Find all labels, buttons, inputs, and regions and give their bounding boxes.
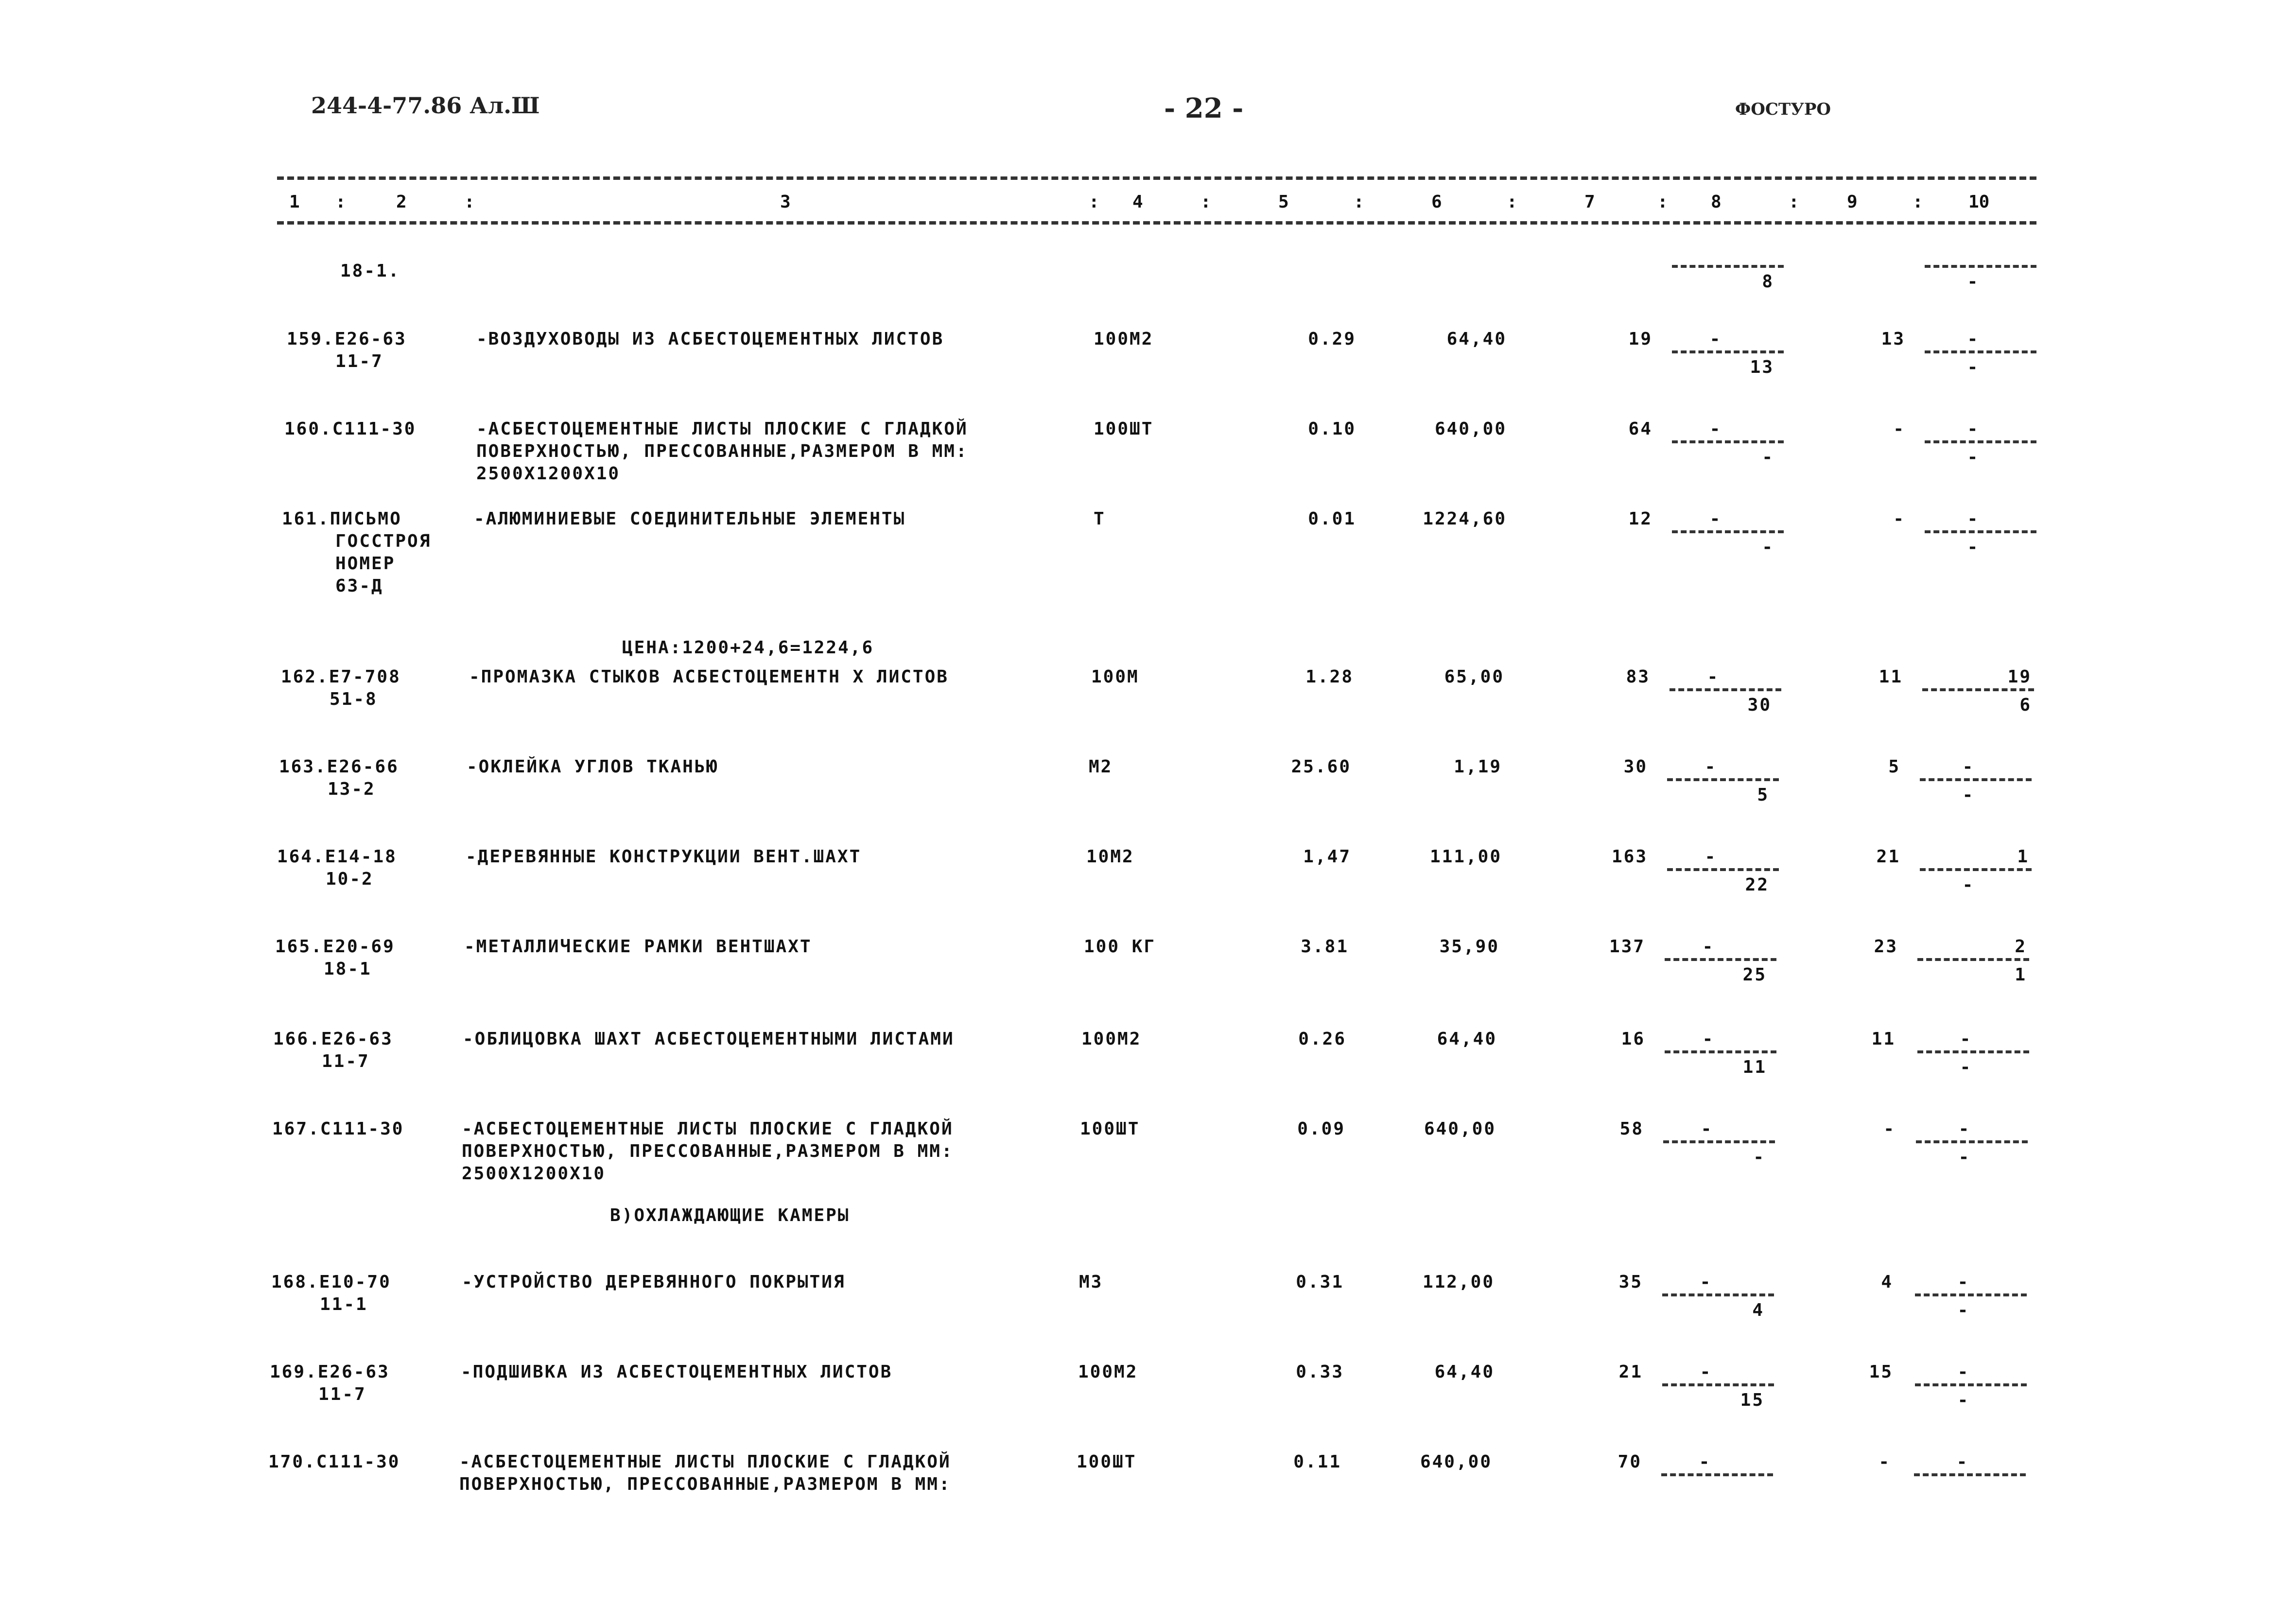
- col10-fraction-line: [1925, 350, 2036, 353]
- row-code: 164.Е14-18: [277, 847, 397, 867]
- row-code: 168.Е10-70: [271, 1272, 391, 1292]
- row-col9: 5: [1888, 757, 1900, 777]
- row-quantity: 1.28: [1305, 667, 1354, 687]
- row-code: 166.Е26-63: [273, 1029, 393, 1049]
- row-unit: 100ШТ: [1080, 1119, 1140, 1139]
- row-col10-top: -: [1956, 1452, 1969, 1472]
- row-col8-top: -: [1707, 667, 1720, 687]
- row-col8-bottom: 4: [1752, 1300, 1764, 1320]
- col10-fraction-line: [1925, 440, 2036, 443]
- row-unit-price: 640,00: [1424, 1119, 1496, 1139]
- row-col10-top: -: [1967, 419, 1980, 439]
- row-col10-bottom: -: [1967, 447, 1980, 467]
- row-unit-price: 65,00: [1444, 667, 1504, 687]
- row-col10-bottom: -: [1960, 1057, 1972, 1077]
- row-quantity: 1,47: [1303, 847, 1351, 867]
- row-unit: 100М2: [1081, 1029, 1142, 1049]
- row-col10-top: -: [1958, 1119, 1971, 1139]
- row-quantity: 0.31: [1296, 1272, 1344, 1292]
- col10-fraction-line: [1925, 530, 2036, 533]
- row-col10-top: 1: [2017, 847, 2029, 867]
- row-code: 11-7: [322, 1051, 370, 1071]
- row-col8-top: -: [1709, 509, 1722, 529]
- row-code: 169.Е26-63: [270, 1362, 390, 1382]
- row-col7: 19: [1628, 329, 1652, 349]
- col8-fraction-line: [1672, 265, 1784, 268]
- column-header-10: 6: [1431, 192, 1442, 212]
- row-description: -ПРОМАЗКА СТЫКОВ АСБЕСТОЦЕМЕНТН Х ЛИСТОВ: [469, 667, 949, 687]
- col10-fraction-line: [1915, 1383, 2027, 1386]
- row-unit-price: 640,00: [1420, 1452, 1492, 1472]
- row-col8-bottom: 25: [1742, 965, 1767, 985]
- row-col8-bottom: -: [1762, 447, 1774, 467]
- column-header-12: 7: [1584, 192, 1595, 212]
- table-top-rule: [277, 176, 2036, 180]
- row-col8-top: -: [1705, 757, 1717, 777]
- row-description: -ОБЛИЦОВКА ШАХТ АСБЕСТОЦЕМЕНТНЫМИ ЛИСТАМИ: [463, 1029, 955, 1049]
- row-col9: 11: [1871, 1029, 1896, 1049]
- row-col8-top: -: [1700, 1362, 1712, 1382]
- row-col10-top: -: [1967, 329, 1980, 349]
- row-col9: 21: [1876, 847, 1900, 867]
- row-code: 163.Е26-66: [279, 757, 399, 777]
- row-code: 11-7: [318, 1384, 366, 1404]
- row-unit-price: 1,19: [1454, 757, 1502, 777]
- row-col10-top: -: [1967, 509, 1980, 529]
- row-col10-bottom: -: [1957, 1390, 1970, 1410]
- row-col9: 15: [1869, 1362, 1893, 1382]
- column-header-9: :: [1354, 192, 1364, 212]
- row-code: 159.Е26-63: [287, 329, 407, 349]
- row-col9: 13: [1881, 329, 1905, 349]
- row-code: 18-1.: [340, 261, 400, 281]
- column-header-2: 2: [396, 192, 407, 212]
- row-unit-price: 64,40: [1437, 1029, 1497, 1049]
- row-code: 63-Д: [335, 576, 383, 596]
- row-col10-bottom: 1: [2015, 965, 2027, 985]
- column-header-7: :: [1200, 192, 1211, 212]
- row-quantity: 0.01: [1308, 509, 1356, 529]
- row-quantity: 3.81: [1301, 937, 1349, 957]
- row-col8-top: -: [1701, 1119, 1713, 1139]
- column-header-17: :: [1913, 192, 1923, 212]
- row-col9: -: [1893, 509, 1905, 529]
- row-code: ГОССТРОЯ: [335, 531, 432, 551]
- row-col9: 11: [1879, 667, 1903, 687]
- row-col8-bottom: 22: [1745, 875, 1769, 895]
- row-col10-bottom: -: [1962, 785, 1975, 805]
- row-col9: -: [1893, 419, 1905, 439]
- row-unit: 100М2: [1094, 329, 1154, 349]
- row-col8-top: -: [1702, 937, 1715, 957]
- row-col10-top: -: [1957, 1362, 1970, 1382]
- row-description: -АЛЮМИНИЕВЫЕ СОЕДИНИТЕЛЬНЫЕ ЭЛЕМЕНТЫ: [474, 509, 906, 529]
- row-col7: 70: [1618, 1452, 1642, 1472]
- row-code: 13-2: [328, 779, 376, 799]
- row-code: 162.Е7-708: [281, 667, 401, 687]
- row-col8-bottom: -: [1762, 537, 1774, 557]
- row-price-note: ЦЕНА:1200+24,6=1224,6: [622, 638, 874, 658]
- row-code: 167.С111-30: [272, 1119, 404, 1139]
- row-col7: 12: [1628, 509, 1652, 529]
- column-header-8: 5: [1278, 192, 1289, 212]
- row-unit: Т: [1094, 509, 1106, 529]
- row-unit-price: 35,90: [1439, 937, 1499, 957]
- column-header-3: :: [464, 192, 475, 212]
- row-col8-top: -: [1709, 329, 1722, 349]
- col10-fraction-line: [1925, 265, 2036, 268]
- row-description: -ОКЛЕЙКА УГЛОВ ТКАНЬЮ: [467, 757, 719, 777]
- column-header-0: 1: [289, 192, 300, 212]
- row-unit: 100М: [1091, 667, 1139, 687]
- row-unit: М2: [1089, 757, 1113, 777]
- column-header-15: :: [1789, 192, 1799, 212]
- row-description: ПОВЕРХНОСТЬЮ, ПРЕССОВАННЫЕ,РАЗМЕРОМ В ММ:: [476, 441, 968, 461]
- row-col9: -: [1883, 1119, 1896, 1139]
- row-quantity: 0.29: [1308, 329, 1356, 349]
- row-col7: 58: [1619, 1119, 1644, 1139]
- column-header-14: 8: [1711, 192, 1722, 212]
- row-col10-top: -: [1957, 1272, 1970, 1292]
- page-number: - 22 -: [1164, 92, 1244, 124]
- row-unit-price: 64,40: [1446, 329, 1507, 349]
- row-description: -АСБЕСТОЦЕМЕНТНЫЕ ЛИСТЫ ПЛОСКИЕ С ГЛАДКОЙ: [476, 419, 968, 439]
- row-description: ПОВЕРХНОСТЬЮ, ПРЕССОВАННЫЕ,РАЗМЕРОМ В ММ:: [459, 1474, 951, 1494]
- row-quantity: 0.09: [1297, 1119, 1345, 1139]
- row-col10-bottom: -: [1967, 537, 1980, 557]
- row-code: 11-1: [320, 1294, 368, 1314]
- row-col7: 21: [1618, 1362, 1643, 1382]
- section-heading: В)ОХЛАЖДАЮЩИЕ КАМЕРЫ: [610, 1205, 850, 1225]
- row-description: -АСБЕСТОЦЕМЕНТНЫЕ ЛИСТЫ ПЛОСКИЕ С ГЛАДКОЙ: [459, 1452, 951, 1472]
- row-col10-top: -: [1962, 757, 1975, 777]
- column-header-18: 10: [1968, 192, 1990, 212]
- row-col10-bottom: -: [1967, 357, 1980, 377]
- row-col10-bottom: -: [1962, 875, 1975, 895]
- row-col8-bottom: 8: [1762, 272, 1774, 292]
- row-unit: М3: [1079, 1272, 1103, 1292]
- col10-fraction-line: [1916, 1140, 2028, 1143]
- table-header-rule: [277, 221, 2036, 225]
- col8-fraction-line: [1661, 1473, 1773, 1476]
- row-quantity: 0.33: [1296, 1362, 1344, 1382]
- row-col10-top: 19: [2007, 667, 2032, 687]
- column-header-13: :: [1657, 192, 1668, 212]
- col8-fraction-line: [1667, 778, 1779, 781]
- row-col7: 35: [1618, 1272, 1643, 1292]
- col8-fraction-line: [1672, 350, 1784, 353]
- row-code: НОМЕР: [335, 554, 396, 574]
- row-description: 2500Х1200Х10: [476, 464, 621, 484]
- col8-fraction-line: [1665, 958, 1776, 961]
- row-col9: 4: [1881, 1272, 1893, 1292]
- row-code: 11-7: [335, 351, 383, 371]
- row-col8-top: -: [1699, 1452, 1711, 1472]
- row-col8-bottom: 15: [1740, 1390, 1764, 1410]
- row-description: -АСБЕСТОЦЕМЕНТНЫЕ ЛИСТЫ ПЛОСКИЕ С ГЛАДКОЙ: [462, 1119, 954, 1139]
- col8-fraction-line: [1662, 1383, 1774, 1386]
- row-col7: 64: [1628, 419, 1652, 439]
- row-description: -МЕТАЛЛИЧЕСКИЕ РАМКИ ВЕНТШАХТ: [464, 937, 812, 957]
- row-code: 18-1: [324, 959, 372, 979]
- column-header-11: :: [1507, 192, 1517, 212]
- row-col10-top: -: [1960, 1029, 1972, 1049]
- col8-fraction-line: [1670, 688, 1781, 691]
- document-stamp: ФОСТУРО: [1735, 100, 1831, 119]
- row-col10-bottom: 6: [2019, 695, 2032, 715]
- row-col9: -: [1879, 1452, 1891, 1472]
- row-unit: 100ШТ: [1094, 419, 1154, 439]
- col8-fraction-line: [1662, 1293, 1774, 1296]
- row-code: 160.С111-30: [284, 419, 417, 439]
- row-col10-bottom: -: [1967, 272, 1980, 292]
- row-description: -ДЕРЕВЯННЫЕ КОНСТРУКЦИИ ВЕНТ.ШАХТ: [466, 847, 862, 867]
- column-header-6: 4: [1132, 192, 1143, 212]
- document-code: 244-4-77.86 Ал.Ш: [311, 92, 540, 119]
- row-col7: 163: [1611, 847, 1648, 867]
- row-col8-top: -: [1700, 1272, 1712, 1292]
- col10-fraction-line: [1920, 778, 2032, 781]
- row-quantity: 0.11: [1293, 1452, 1341, 1472]
- col10-fraction-line: [1917, 1050, 2029, 1053]
- column-header-5: :: [1089, 192, 1099, 212]
- col8-fraction-line: [1665, 1050, 1776, 1053]
- col10-fraction-line: [1914, 1473, 2026, 1476]
- column-header-4: 3: [780, 192, 791, 212]
- row-code: 10-2: [326, 869, 374, 889]
- row-col7: 137: [1609, 937, 1645, 957]
- row-col8-top: -: [1702, 1029, 1715, 1049]
- col8-fraction-line: [1672, 530, 1784, 533]
- row-col8-top: -: [1709, 419, 1722, 439]
- row-col10-bottom: -: [1957, 1300, 1970, 1320]
- row-col7: 83: [1626, 667, 1650, 687]
- row-col8-bottom: -: [1753, 1147, 1765, 1167]
- row-unit-price: 112,00: [1422, 1272, 1495, 1292]
- col8-fraction-line: [1663, 1140, 1775, 1143]
- row-col7: 30: [1623, 757, 1648, 777]
- row-col10-bottom: -: [1958, 1147, 1971, 1167]
- row-description: ПОВЕРХНОСТЬЮ, ПРЕССОВАННЫЕ,РАЗМЕРОМ В ММ:: [462, 1141, 954, 1161]
- row-unit: 100ШТ: [1077, 1452, 1137, 1472]
- row-col7: 16: [1621, 1029, 1645, 1049]
- row-unit-price: 640,00: [1434, 419, 1507, 439]
- row-code: 51-8: [330, 689, 378, 709]
- row-unit: 100 КГ: [1084, 937, 1156, 957]
- row-unit: 100М2: [1078, 1362, 1138, 1382]
- row-col8-bottom: 11: [1742, 1057, 1767, 1077]
- col8-fraction-line: [1667, 868, 1779, 871]
- row-description: 2500Х1200Х10: [462, 1164, 606, 1184]
- row-description: -УСТРОЙСТВО ДЕРЕВЯННОГО ПОКРЫТИЯ: [462, 1272, 846, 1292]
- row-description: -ПОДШИВКА ИЗ АСБЕСТОЦЕМЕНТНЫХ ЛИСТОВ: [461, 1362, 893, 1382]
- col10-fraction-line: [1920, 868, 2032, 871]
- row-col8-bottom: 13: [1750, 357, 1774, 377]
- col8-fraction-line: [1672, 440, 1784, 443]
- row-col9: 23: [1874, 937, 1898, 957]
- row-description: -ВОЗДУХОВОДЫ ИЗ АСБЕСТОЦЕМЕНТНЫХ ЛИСТОВ: [476, 329, 944, 349]
- row-unit: 10М2: [1086, 847, 1134, 867]
- row-quantity: 25.60: [1291, 757, 1351, 777]
- col10-fraction-line: [1915, 1293, 2027, 1296]
- row-col10-top: 2: [2015, 937, 2027, 957]
- row-unit-price: 111,00: [1429, 847, 1502, 867]
- row-unit-price: 64,40: [1434, 1362, 1495, 1382]
- row-unit-price: 1224,60: [1423, 509, 1507, 529]
- row-code: 161.ПИСЬМО: [282, 509, 402, 529]
- col10-fraction-line: [1922, 688, 2034, 691]
- row-code: 165.Е20-69: [275, 937, 395, 957]
- row-quantity: 0.10: [1308, 419, 1356, 439]
- row-col8-bottom: 5: [1757, 785, 1769, 805]
- column-header-16: 9: [1847, 192, 1858, 212]
- row-col8-bottom: 30: [1747, 695, 1772, 715]
- row-code: 170.С111-30: [268, 1452, 400, 1472]
- col10-fraction-line: [1917, 958, 2029, 961]
- row-quantity: 0.26: [1298, 1029, 1346, 1049]
- row-col8-top: -: [1705, 847, 1717, 867]
- column-header-1: :: [335, 192, 346, 212]
